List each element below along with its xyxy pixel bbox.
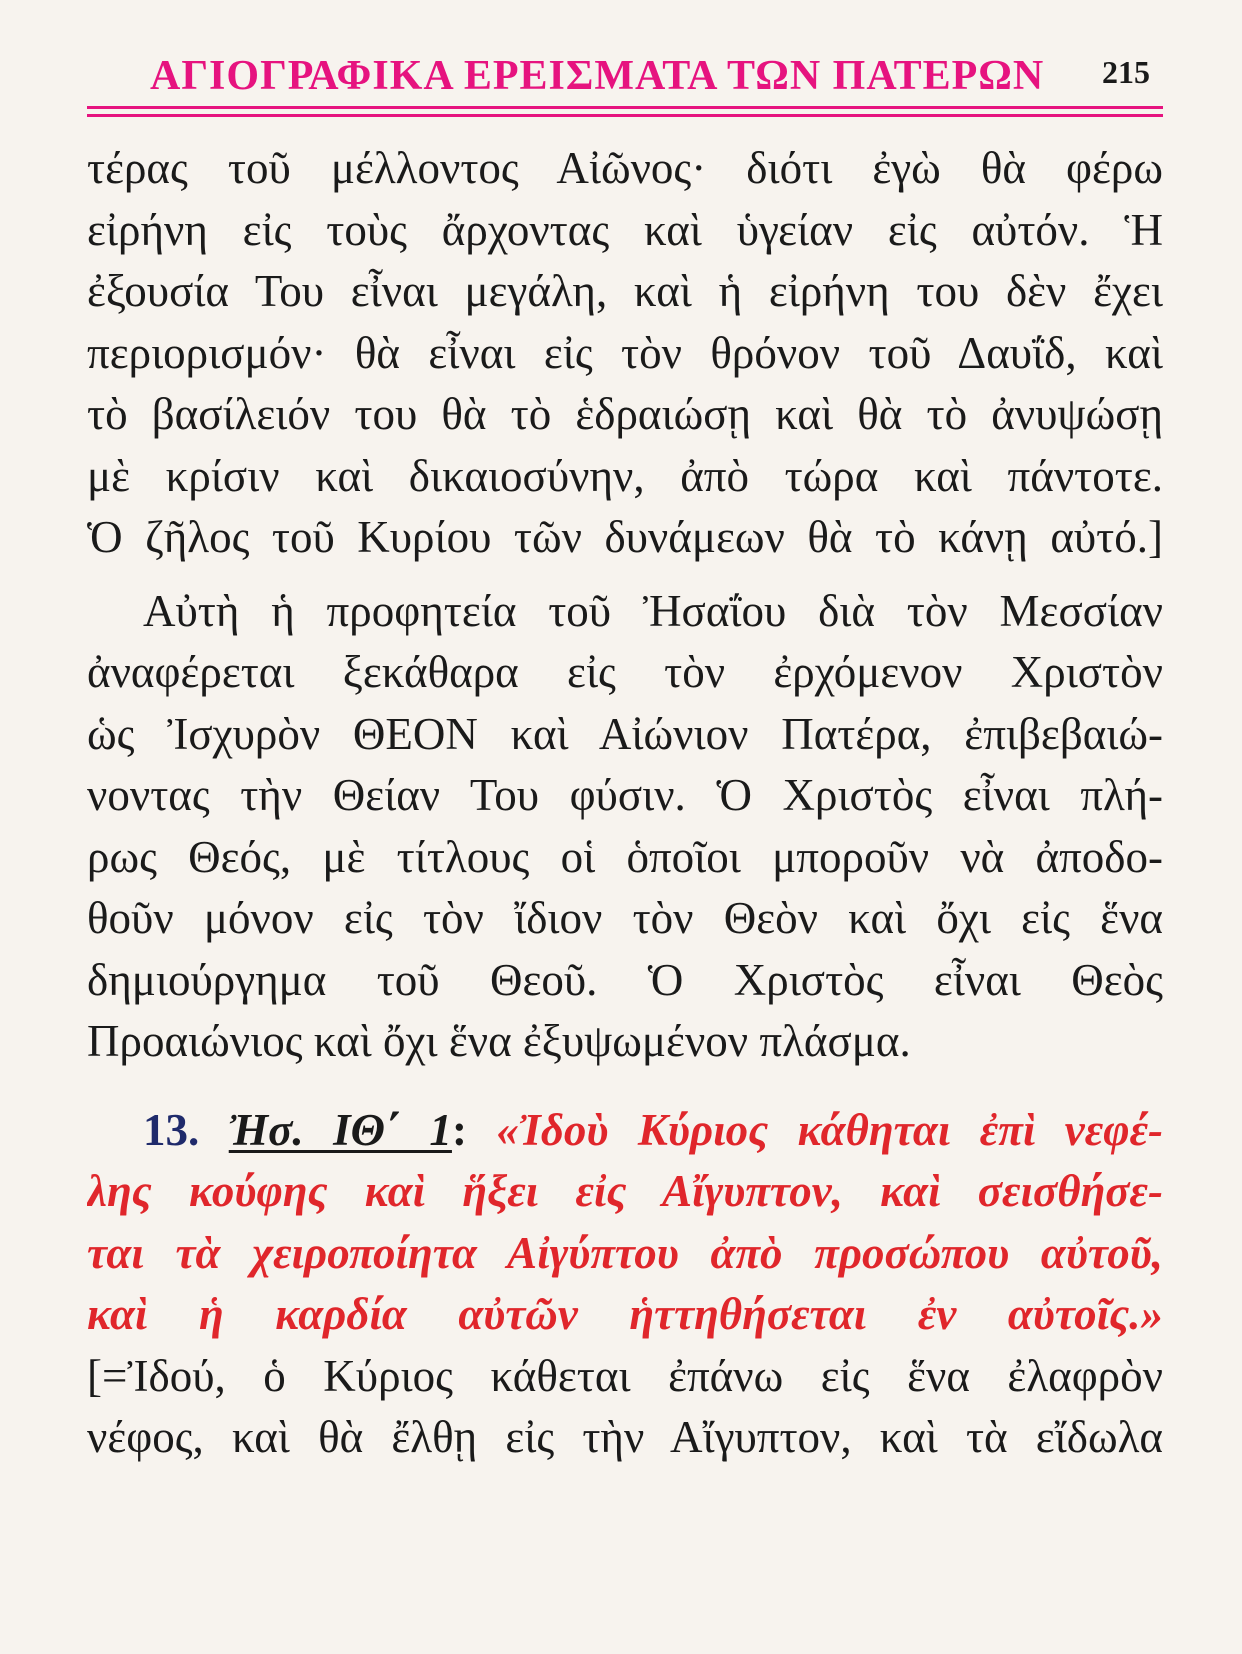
text-line: μὲ κρίσιν καὶ δικαιοσύνην, ἀπὸ τώρα καὶ πάντοτε. — [87, 450, 1163, 501]
verse-quote-line: ται τὰ χειροποίητα Αἰγύπτου ἀπὸ προσώπου αὐτοῦ, — [87, 1227, 1163, 1278]
text-line: περιορισμόν· θὰ εἶναι εἰς τὸν θρόνον τοῦ Δαυΐδ, καὶ — [87, 327, 1163, 378]
body-text — [87, 138, 1163, 1469]
paraphrase-line: [=Ἰδού, ὁ Κύριος κάθεται ἐπάνω εἰς ἕνα ἐλαφρὸν — [87, 1350, 1163, 1401]
text-line: δημιούργημα τοῦ Θεοῦ. Ὁ Χριστὸς εἶναι Θεὸς — [87, 954, 1163, 1005]
verse-quote-line: λης κούφης καὶ ἥξει εἰς Αἴγυπτον, καὶ σεισθήσε- — [87, 1166, 1163, 1216]
text-line: ἐξουσία Του εἶναι μεγάλη, καὶ ἡ εἰρήνη του δὲν ἔχει — [87, 266, 1163, 316]
verse-colon: : — [451, 1104, 467, 1155]
verse-heading-line — [87, 1100, 1163, 1162]
text-line: Ὁ ζῆλος τοῦ Κυρίου τῶν δυνάμεων θὰ τὸ κάνῃ αὐτό.] — [87, 512, 1163, 562]
text-line: ἀναφέρεται ξεκάθαρα εἰς τὸν ἐρχόμενον Χριστὸν — [87, 647, 1163, 697]
text-line: εἰρήνη εἰς τοὺς ἄρχοντας καὶ ὑγείαν εἰς αὐτόν. Ἡ — [87, 204, 1163, 255]
text-line: θοῦν μόνον εἰς τὸν ἴδιον τὸν Θεὸν καὶ ὄχι εἰς ἕνα — [87, 893, 1163, 943]
verse-reference: Ἠσ. ΙΘ΄ 1 — [228, 1104, 452, 1155]
verse-number: 13. — [143, 1104, 200, 1155]
verse-quote-text: «Ἰδοὺ Κύριος κάθηται ἐπὶ νεφέ- — [496, 1104, 1163, 1155]
verse-quote-line: καὶ ἡ καρδία αὐτῶν ἡττηθήσεται ἐν αὐτοῖς.» — [87, 1289, 1163, 1339]
text-line: Αὐτὴ ἡ προφητεία τοῦ Ἠσαΐου διὰ τὸν Μεσσίαν — [143, 585, 1163, 636]
paragraph-commentary — [87, 581, 1163, 1073]
verse-13-block — [87, 1100, 1163, 1469]
text-line: νοντας τὴν Θείαν Του φύσιν. Ὁ Χριστὸς εἶναι πλή- — [87, 770, 1163, 820]
text-line: Προαιώνιος καὶ ὄχι ἕνα ἐξυψωμένον πλάσμα. — [87, 1016, 911, 1066]
paragraph-continued — [87, 138, 1163, 569]
text-line: ρως Θεός, μὲ τίτλους οἱ ὁποῖοι μποροῦν νὰ ἀποδο- — [87, 831, 1163, 882]
header-rule-top — [87, 106, 1163, 109]
page-number: 215 — [1102, 54, 1150, 90]
text-line: τὸ βασίλειόν του θὰ τὸ ἑδραιώσῃ καὶ θὰ τὸ ἀνυψώσῃ — [87, 389, 1163, 439]
header-rule-bottom — [87, 114, 1163, 117]
text-line: τέρας τοῦ μέλλοντος Αἰῶνος· διότι ἐγὼ θὰ φέρω — [87, 143, 1163, 193]
running-header-title: ΑΓΙΟΓΡΑΦΙΚΑ ΕΡΕΙΣΜΑΤΑ ΤΩΝ ΠΑΤΕΡΩΝ — [150, 53, 1045, 99]
text-line: ὡς Ἰσχυρὸν ΘΕΟΝ καὶ Αἰώνιον Πατέρα, ἐπιβεβαιώ- — [87, 708, 1163, 759]
paraphrase-line: νέφος, καὶ θὰ ἔλθῃ εἰς τὴν Αἴγυπτον, καὶ τὰ εἴδωλα — [87, 1412, 1163, 1462]
